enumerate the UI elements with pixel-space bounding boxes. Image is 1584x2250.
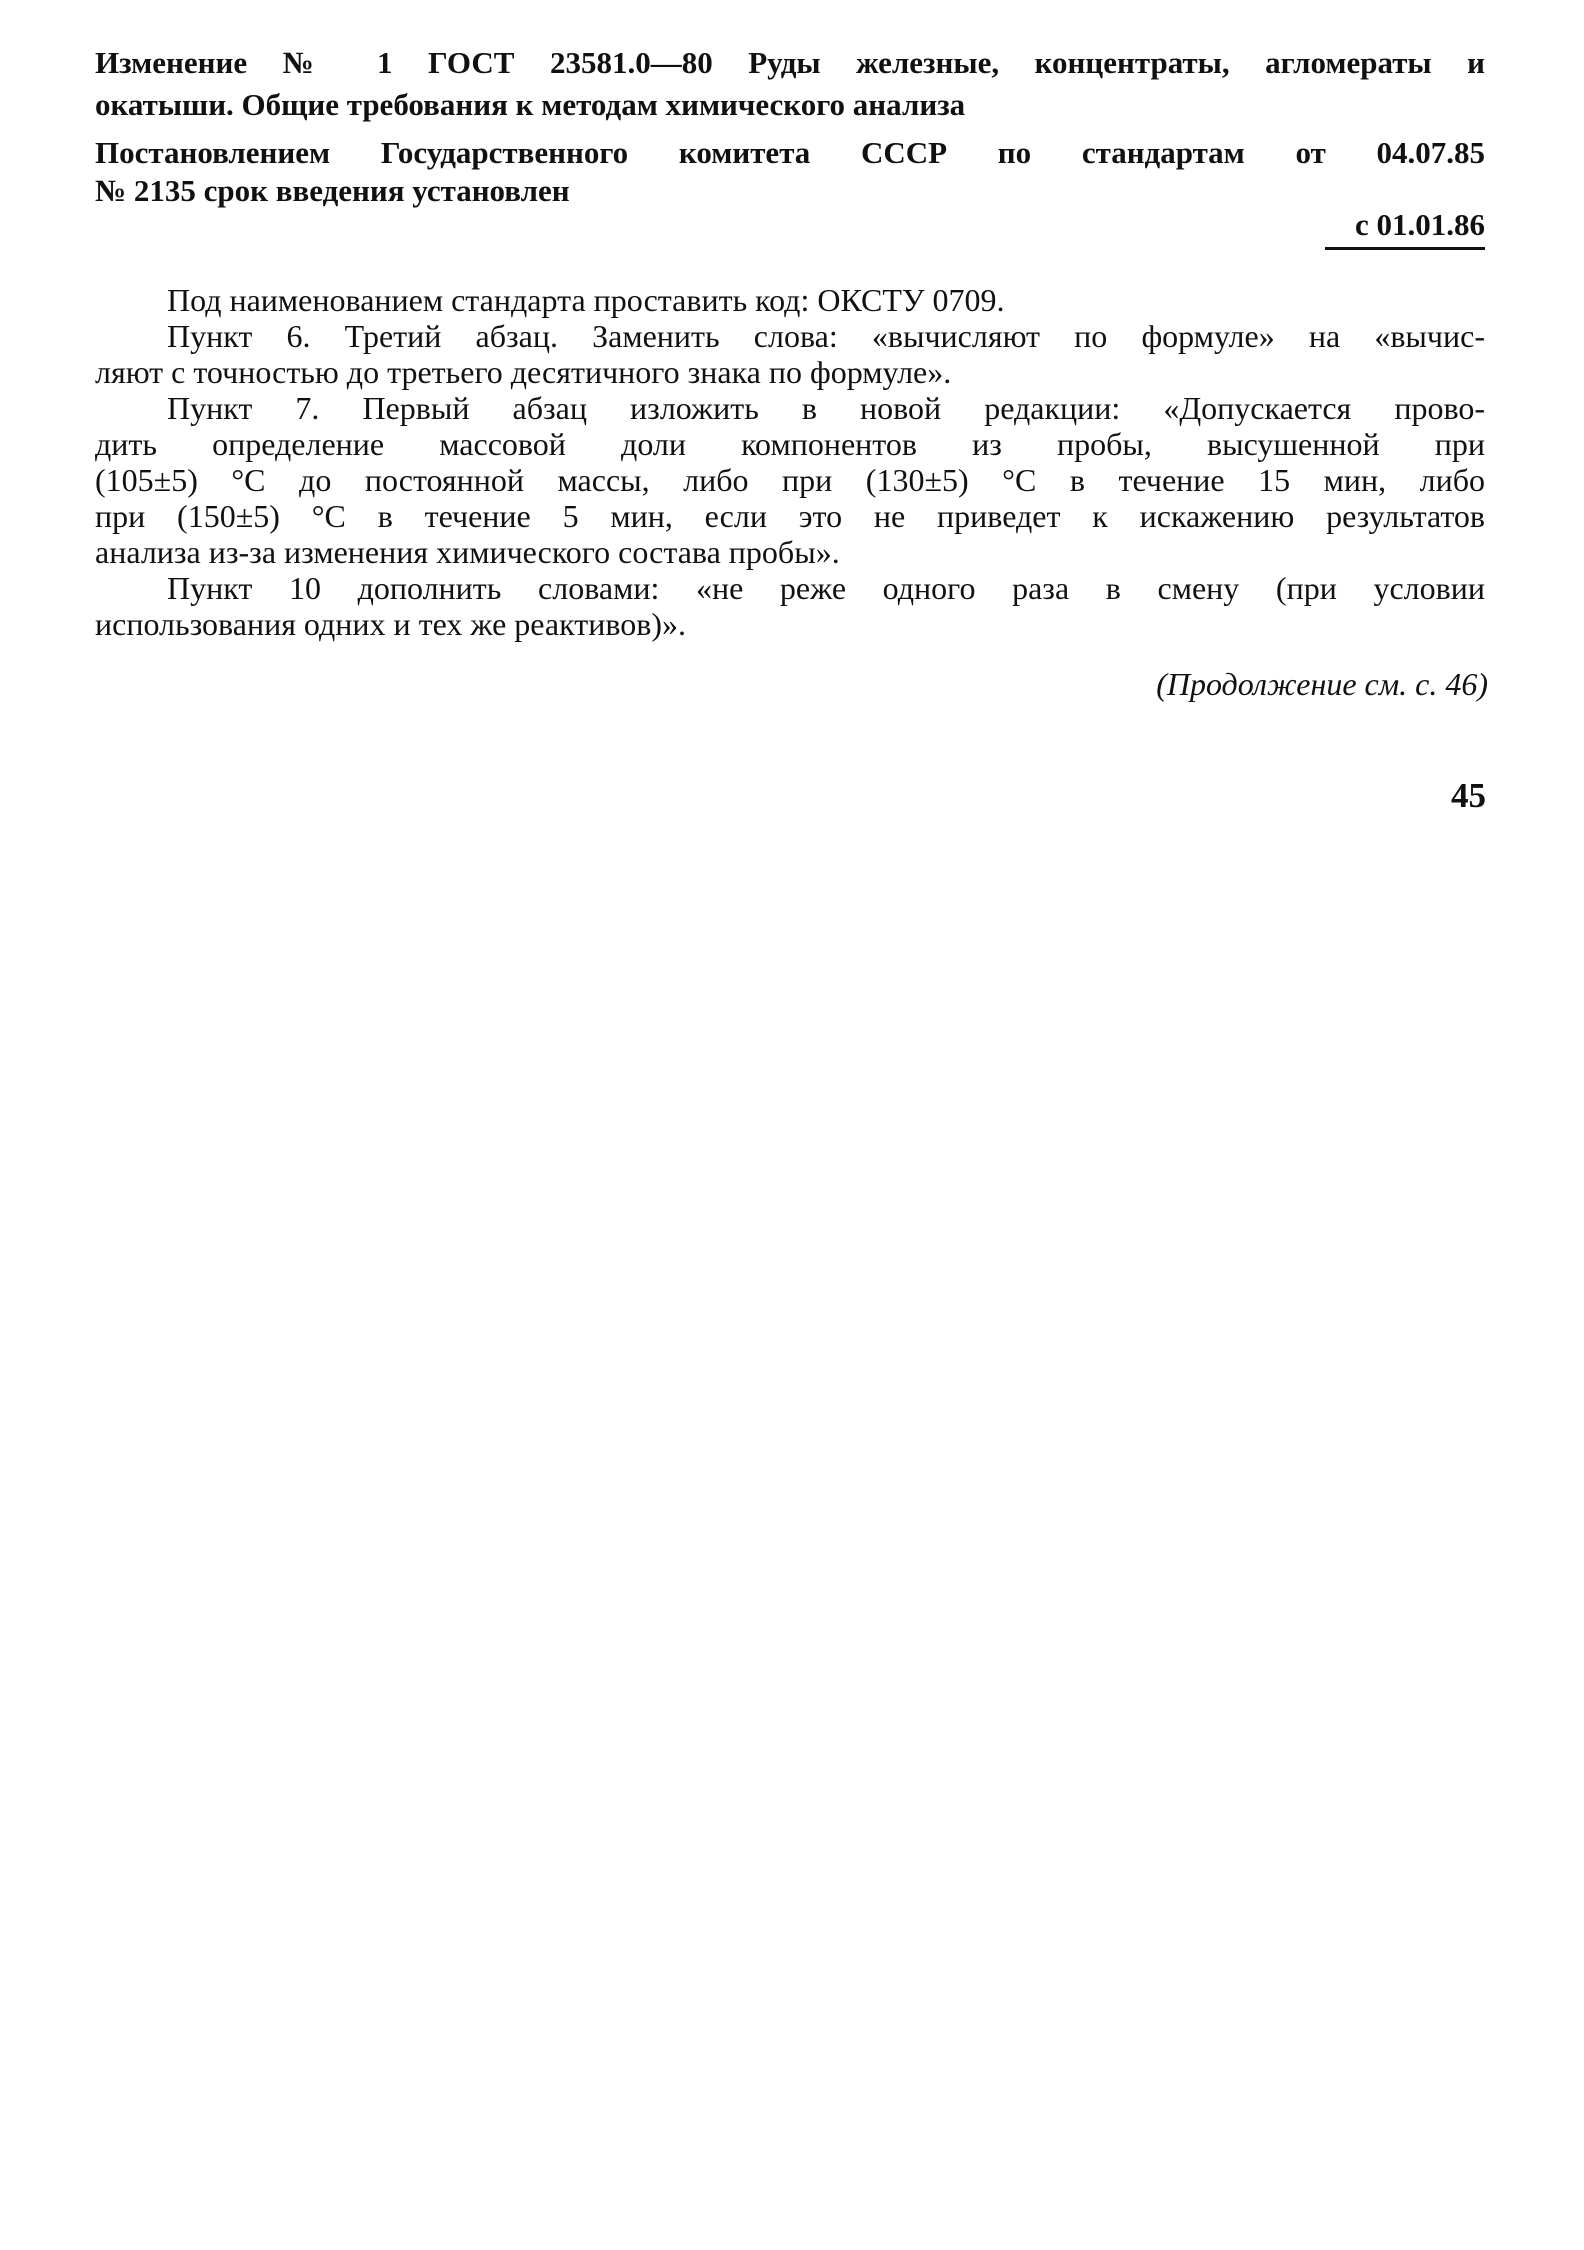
paragraph-point-6-line-1: Пункт 6. Третий абзац. Заменить слова: «вычисляют по формуле» на «вычис- — [167, 318, 1485, 354]
amendment-title — [95, 44, 1485, 134]
paragraph-point-6-line-2: ляют с точностью до третьего десятичного знака по формуле». — [95, 354, 952, 390]
paragraph-point-7-line-4: при (150±5) °С в течение 5 мин, если это не приведет к искажению результатов — [95, 498, 1485, 534]
paragraph-point-10-line-2: использования одних и тех же реактивов)». — [95, 606, 686, 642]
paragraph-point-7-line-5: анализа из-за изменения химического состава пробы». — [95, 534, 840, 570]
page-number: 45 — [1451, 776, 1486, 815]
effective-date: с 01.01.86 — [1354, 207, 1485, 242]
title-line-2: окатыши. Общие требования к методам химического анализа — [95, 87, 966, 122]
paragraph-point-7-line-2: дить определение массовой доли компонентов из пробы, высушенной при — [95, 426, 1485, 462]
paragraph-point-10-line-1: Пункт 10 дополнить словами: «не реже одного раза в смену (при условии — [167, 570, 1485, 606]
date-underline — [1325, 247, 1485, 250]
paragraph-point-7-line-1: Пункт 7. Первый абзац изложить в новой редакции: «Допускается прово- — [167, 390, 1485, 426]
paragraph-okstu: Под наименованием стандарта проставить код: ОКСТУ 0709. — [167, 282, 1005, 318]
title-line-1: Изменение № 1 ГОСТ 23581.0—80 Руды железные, концентраты, агломераты и — [95, 45, 1485, 80]
paragraph-point-7-line-3: (105±5) °С до постоянной массы, либо при (130±5) °С в течение 15 мин, либо — [95, 462, 1485, 498]
decree-line-1: Постановлением Государственного комитета СССР по стандартам от 04.07.85 — [95, 135, 1485, 170]
amendment-body — [95, 282, 1485, 642]
continuation-note: (Продолжение см. с. 46) — [1156, 666, 1488, 702]
decree-line-2: № 2135 срок введения установлен — [95, 173, 570, 208]
decree-block — [95, 134, 1485, 254]
